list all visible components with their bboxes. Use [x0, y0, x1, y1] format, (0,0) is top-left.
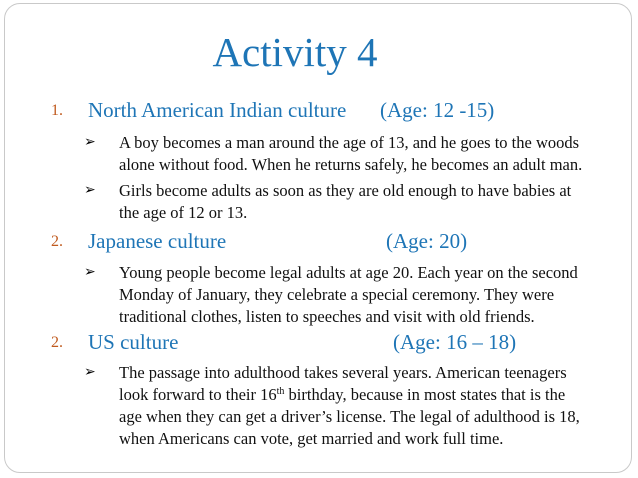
arrow-bullet-icon: ➢: [84, 135, 96, 150]
ordinal-suffix: th: [276, 386, 285, 397]
bullet-line: alone without food. When he returns safely, he becomes an adult man.: [119, 155, 583, 174]
section-number: 2.: [51, 233, 63, 250]
bullet-text: [119, 362, 624, 450]
bullet-line: [119, 384, 624, 406]
bullet-line: The passage into adulthood takes several years. American teenagers: [119, 363, 567, 382]
section-number: 2.: [51, 334, 63, 351]
section-age: (Age: 16 – 18): [393, 330, 517, 354]
section-us: [0, 329, 620, 357]
bullet-text: [119, 180, 624, 224]
bullet-text: [119, 262, 624, 328]
arrow-bullet-icon: ➢: [84, 183, 96, 198]
bullet-line: Monday of January, they celebrate a special ceremony. They were: [119, 285, 555, 304]
bullet-line: Girls become adults as soon as they are old enough to have babies at: [119, 181, 572, 200]
bullet-line: age when they can get a driver’s license. The legal of adulthood is 18,: [119, 407, 580, 426]
bullet-line-segment: look forward to their 16: [119, 385, 277, 404]
arrow-bullet-icon: ➢: [84, 265, 96, 280]
section-label: Japanese culture: [88, 229, 227, 253]
section-label: US culture: [88, 330, 179, 354]
slide-title: Activity 4: [212, 29, 378, 75]
section-north-american: [0, 97, 620, 125]
bullet-line-segment: birthday, because in most states that is the: [284, 385, 566, 404]
section-label: North American Indian culture: [88, 98, 347, 122]
section-age: (Age: 20): [386, 229, 468, 253]
bullet-line: Young people become legal adults at age 20. Each year on the second: [119, 263, 578, 282]
section-japanese: [0, 228, 620, 256]
bullet-line: when Americans can vote, get married and work full time.: [119, 429, 504, 448]
bullet-line: the age of 12 or 13.: [119, 203, 248, 222]
arrow-bullet-icon: ➢: [84, 365, 96, 380]
bullet-line: A boy becomes a man around the age of 13, and he goes to the woods: [119, 133, 580, 152]
bullet-text: [119, 132, 624, 176]
bullet-line: traditional clothes, listen to speeches and visit with old friends.: [119, 307, 535, 326]
section-age: (Age: 12 -15): [380, 98, 495, 122]
section-number: 1.: [51, 102, 63, 119]
